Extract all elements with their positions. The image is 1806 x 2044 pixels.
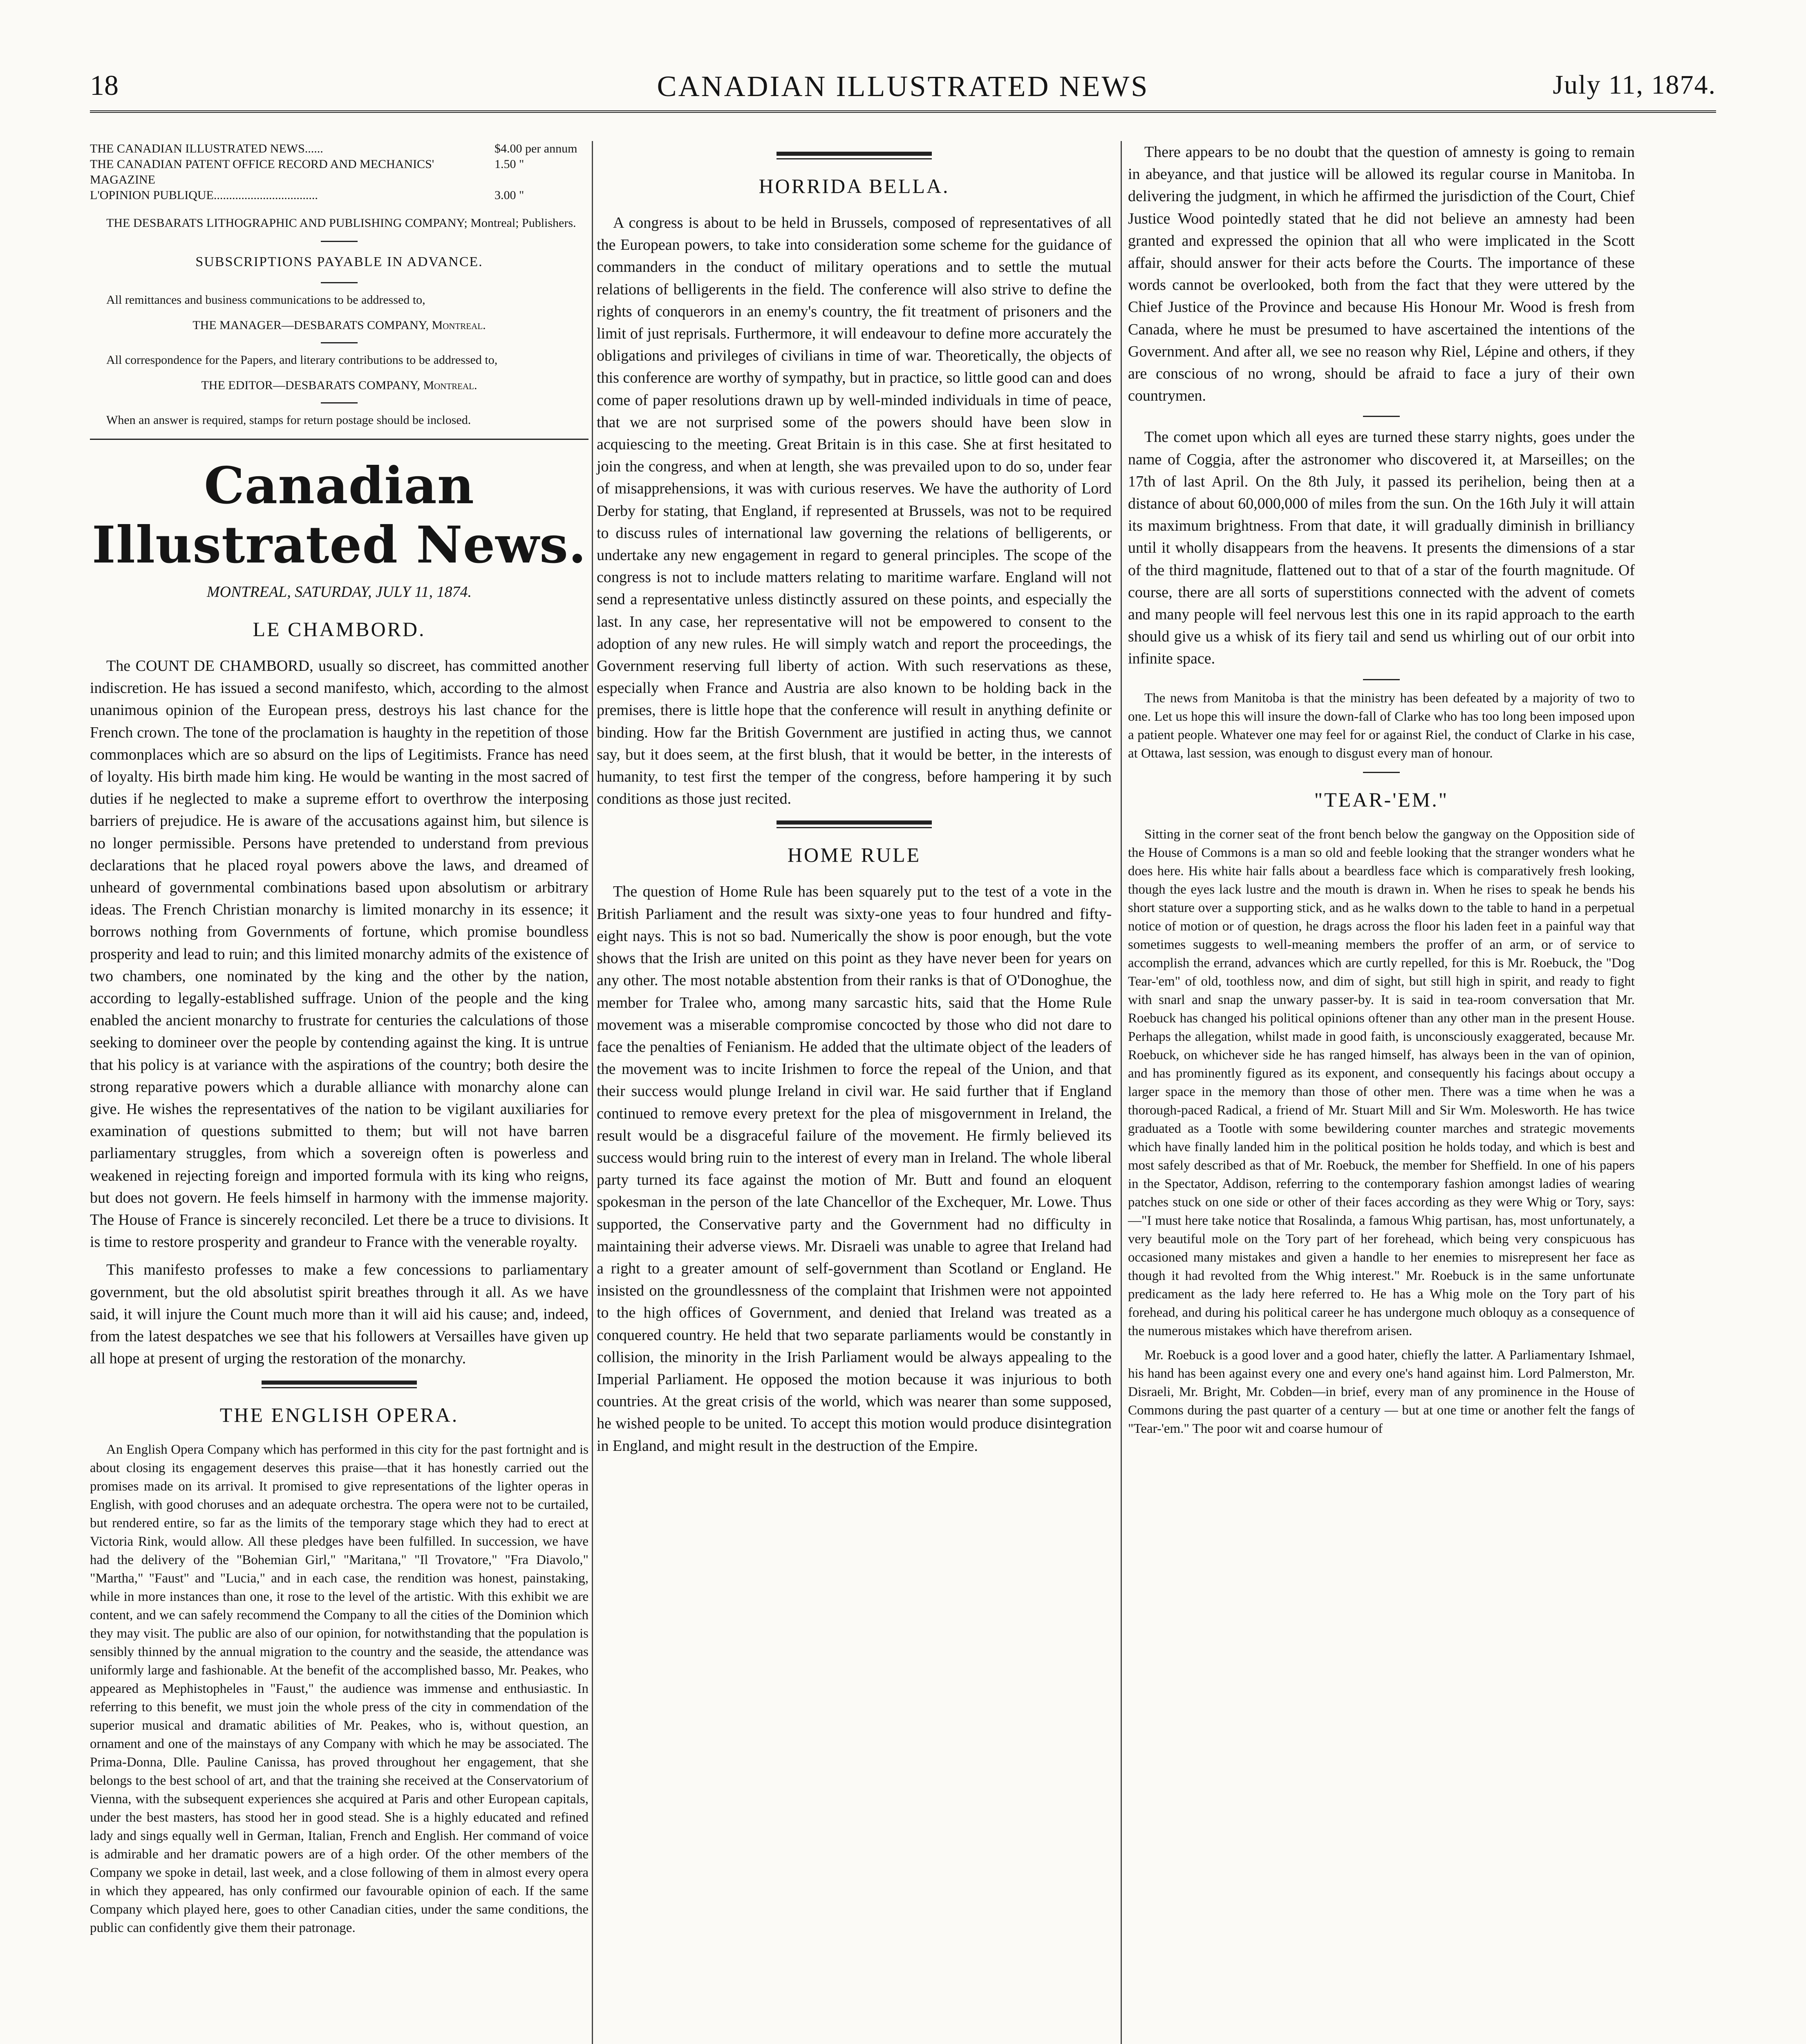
- comet-paragraph: The comet upon which all eyes are turned these starry nights, goes under the name of Coggia, after the astronomer who discovered it, at Marseilles; on the 17th of last April. On the 8th July, it passed its perihelion, being then at a distance of about 60,000,000 of miles from the sun. On the 16th July it will attain its maximum brightness. From that date, it will gradually diminish in brilliancy until it wholly disappears from the heavens. It presents the dimensions of a star of the third magnitude, flattened out to that of a star of the fourth magnitude. Of course, there are all sorts of superstitions connected with the advent of comets and many people will feel nervous lest this one in its rapid approach to the earth should give us a whisk of its fiery tail and send us whirling out of our orbit into infinite space.: [1128, 428, 1635, 668]
- divider: [321, 241, 358, 242]
- column-rule: [592, 141, 593, 2044]
- column-rule: [1121, 141, 1122, 2044]
- amnesty-paragraph: There appears to be no doubt that the question of amnesty is going to remain in abeyance, and that justice will be allowed its regular course in Manitoba. In delivering the judgment, in which he affirmed the jurisdiction of the Court, Chief Justice Wood pointedly stated that he did not believe an amnesty had been granted and expressed the opinion that all who were implicated in the Scott affair, should answer for their acts before the Courts. The importance of these words cannot be overlooked, both from the fact that they were uttered by the Chief Justice of the Province and because His Honour Mr. Wood is fresh from Canada, where he must be presumed to have ascertained the intentions of the Government. And after all, we see no reason why Riel, Lépine and others, if they are conscious of no wrong, should be afraid to face a jury of their own countrymen.: [1128, 143, 1635, 405]
- editor-note: All correspondence for the Papers, and literary contributions to be addressed to,: [106, 353, 498, 367]
- subscription-rates: [90, 141, 589, 203]
- article-title-opera: THE ENGLISH OPERA.: [219, 1403, 459, 1426]
- rate-row: [90, 188, 589, 203]
- divider: [1363, 416, 1400, 417]
- rate-price: 3.00 ": [495, 188, 524, 202]
- column-2: [597, 141, 1112, 1463]
- rate-row: [90, 141, 589, 157]
- rate-name: THE CANADIAN ILLUSTRATED NEWS......: [90, 142, 323, 155]
- editor-address: THE EDITOR—DESBARATS COMPANY, Montreal.: [201, 379, 477, 392]
- article-paragraph: The question of Home Rule has been squarely put to the test of a vote in the British Parliament and the result was sixty-one yeas to four hundred and fifty-eight nays. This is not so bad. Numerically the show is poor enough, but the vote shows that the Irish are united on this point as they have never been for years on any other. The most notable abstention from their ranks is that of O'Donoghue, the member for Tralee who, among many sarcastic hits, said that the Home Rule movement was a miserable compromise concocted by those who did not dare to face the penalties of Fenianism. He added that the ultimate object of the leaders of the movement was to incite Irishmen to force the repeal of the Union, and that their success would plunge Ireland in civil war. He said further that if England continued to remove every pretext for the plea of misgovernment in Ireland, the result would be a disgraceful failure of the movement. He firmly believed its success would bring ruin to the interest of every man in Ireland. The whole liberal party turned its face against the motion of Mr. Butt and found an eloquent spokesman in the person of the late Chancellor of the Exchequer, Mr. Lowe. Thus supported, the Conservative party and the Government had no difficulty in maintaining their adverse views. Mr. Disraeli was unable to agree that Ireland had a right to a greater amount of self-government than Scotland or England. He insisted on the groundlessness of the complaint that Irishmen were not appointed to the high offices of Government, and denied that Ireland was treated as a conquered country. He held that two separate parliaments would be constantly in collision, the minority in the Irish Parliament would be always appealing to the Imperial Parliament. He opposed the motion because it was injurious to both countries. At the great crisis of the world, which was nearer than some supposed, he wished people to be united. To accept this motion would produce disintegration in England, and might result in the destruction of the Empire.: [597, 883, 1112, 1455]
- rate-price: $4.00 per annum: [495, 142, 577, 155]
- article-paragraph: Mr. Roebuck is a good lover and a good hater, chiefly the latter. A Parliamentary Ishmael, his hand has been against every one and every one's hand against him. Lord Palmerston, Mr. Disraeli, Mr. Bright, Mr. Cobden—in brief, every man of any prominence in the House of Commons during the past quarter of a century — but at one time or another felt the fangs of "Tear-'em." The poor wit and coarse humour of: [1128, 1347, 1635, 1436]
- article-title-horrida: HORRIDA BELLA.: [759, 175, 950, 197]
- publisher-note: THE DESBARATS LITHOGRAPHIC AND PUBLISHING COMPANY; Montreal; Publishers.: [106, 216, 576, 230]
- business-note: All remittances and business communications to be addressed to,: [106, 293, 425, 307]
- section-divider: [777, 152, 932, 159]
- section-divider: [777, 820, 932, 828]
- divider: [90, 439, 589, 440]
- rate-name: THE CANADIAN PATENT OFFICE RECORD AND MECHANICS' MAGAZINE: [90, 157, 434, 186]
- nameplate: Canadian Illustrated News.: [92, 456, 587, 575]
- divider: [1363, 679, 1400, 680]
- article-paragraph: The COUNT DE CHAMBORD, usually so discreet, has committed another indiscretion. He has issued a second manifesto, which, according to the almost unanimous opinion of the European press, destroys his last chance for the French crown. The tone of the proclamation is haughty in the repetition of those commonplaces which are so absurd on the lips of Legitimists. France has need of loyalty. His birth made him king. He would be wanting in the most sacred of duties if he neglected to make a supreme effort to overthrow the interposing barriers of prejudice. He is aware of the accusations against him, but silence is no longer permissible. Persons have pretended to understand from previous declarations that he placed royal powers above the laws, and dreamed of unheard of governmental combinations based upon absolutism or arbitrary ideas. The French Christian monarchy is limited monarchy in its essence; it borrows nothing from Governments of fortune, which promise boundless prosperity and lead to ruin; and this limited monarchy admits of the existence of two chambers, one nominated by the king and the other by the nation, according to legally-established suffrage. Union of the people and the king enabled the ancient monarchy to frustrate for centuries the calculations of those seeking to domineer over the people by contending against the king. It is untrue that his policy is at variance with the aspirations of the country; both desire the strong reparative powers which a durable alliance with monarchy alone can give. He wishes the representatives of the nation to be vigilant auxiliaries for examination of questions submitted to them; but will not have barren parliamentary struggles, from which a sovereign often is powerless and weakened in rejecting foreign and imported formula with its king who reigns, but does not govern. He feels himself in harmony with the immense majority. The House of France is sincerely reconciled. Let there be a truce to divisions. It is time to restore prosperity and grandeur to France with the venerable royalty.: [90, 657, 589, 1251]
- rate-name: L'OPINION PUBLIQUE..................................: [90, 188, 318, 202]
- masthead-rule: [90, 110, 1716, 116]
- article-paragraph: An English Opera Company which has performed in this city for the past fortnight and is about closing its engagement deserves this praise—that it has honestly carried out the promises made on its arrival. It promised to give representations of the lighter operas in English, with good choruses and an adequate orchestra. The opera were not to be curtailed, but rendered entire, so far as the limits of the temporary stage which they had to erect at Victoria Rink, would allow. All these pledges have been fulfilled. In succession, we have had the delivery of the "Bohemian Girl," "Maritana," "Il Trovatore," "Fra Diavolo," "Martha," "Faust" and "Lucia," and in each case, the rendition was honest, painstaking, while in more instances than one, it rose to the level of the artistic. With this exhibit we are content, and we can safely recommend the Company to all the cities of the Dominion which they may visit. The public are also of our opinion, for notwithstanding that the population is sensibly thinned by the annual migration to the country and the seaside, the attendance was uniformly large and fashionable. At the benefit of the accomplished basso, Mr. Peakes, who appeared as Mephistopheles in "Faust," the audience was immense and enthusiastic. In referring to this benefit, we must join the whole press of the city in commendation of the superior musical and dramatic abilities of Mr. Peakes, who is, without question, an ornament and one of the mainstays of any Company with which he may be associated. The Prima-Donna, Dlle. Pauline Canissa, has proved throughout her engagement, that she belongs to the best school of art, and that the training she received at the Conservatorium of Vienna, with the subsequent experiences she acquired at Paris and other European capitals, under the best masters, has stood her in good stead. She is a highly educated and refined lady and sings equally well in German, Italian, French and English. Her command of voice is admirable and her dramatic powers are of a high order. Of the other members of the Company we spoke in detail, last week, and a close following of them in almost every opera in which they appeared, has only confirmed our favourable opinion of each. If the same Company which played here, goes to other Canadian cities, under the same conditions, the public can confidently give them their patronage.: [90, 1442, 589, 1935]
- article-paragraph: This manifesto professes to make a few concessions to parliamentary government, but the old absolutist spirit breathes through it all. As we have said, it will injure the Count much more than it will aid his cause; and, indeed, from the latest despatches we see that his followers at Versailles have given up all hope at present of urging the restoration of the monarchy.: [90, 1261, 589, 1367]
- article-paragraph: A congress is about to be held in Brussels, composed of representatives of all the European powers, to take into consideration some scheme for the guidance of commanders in the conduct of military operations and to settle the mutual relations of belligerents in the field. The conference will also strive to define the rights of conquerors in an enemy's country, the fit treatment of prisoners and the limit of just reprisals. Furthermore, it will endeavour to define more accurately the obligations and privileges of civilians in time of war. Theoretically, the objects of this conference are worthy of sympathy, but in practice, so little good can and does come of paper resolutions drawn up by well-minded individuals in time of peace, that we are not surprised some of the powers should have been slow in acquiescing to the meeting. Great Britain is in this case. She at first hesitated to join the congress, and when at length, she was prevailed upon to do so, under fear of misapprehensions, it was with curious reserves. We have the authority of Lord Derby for stating, that England, if represented at Brussels, was not to be required to discuss rules of international law governing the relations of belligerents, or undertake any new engagement in regard to general principles. The scope of the congress is not to include matters relating to maritime warfare. England will not send a representative unless distinctly assured on these points, and especially the last. In any case, her representative will not be empowered to consent to the adoption of any new rules. He will simply watch and report the proceedings, the Government reserving full liberty of action. With such reservations as these, especially when France and Austria are also known to be holding back in the premises, there is little hope that the conference will result in anything definite or binding. How far the British Government are justified in acting thus, we cannot say, but it does seem, at the first blush, that it would be better, in the interests of humanity, to test first the temper of the congress, before hampering it by such conditions as those just recited.: [597, 214, 1112, 808]
- section-divider: [262, 1381, 417, 1388]
- page-number: 18: [90, 70, 119, 101]
- article-title-homerule: HOME RULE: [787, 843, 921, 867]
- rate-price: 1.50 ": [495, 157, 524, 171]
- column-1: [90, 141, 589, 1943]
- subscriptions-heading: SUBSCRIPTIONS PAYABLE IN ADVANCE.: [195, 254, 483, 269]
- divider: [1363, 772, 1400, 773]
- answer-note: When an answer is required, stamps for return postage should be inclosed.: [106, 413, 471, 427]
- article-title-chambord: LE CHAMBORD.: [253, 618, 426, 641]
- journal-name: CANADIAN ILLUSTRATED NEWS: [657, 70, 1149, 103]
- article-paragraph: Sitting in the corner seat of the front bench below the gangway on the Opposition side of the House of Commons is a man so old and feeble looking that the stranger wonders what he does here. His white hair falls about a beardless face which is comparatively fresh looking, though the eyes lack lustre and the mouth is drawn in. When he rises to speak he bends his short stature over a supporting stick, and as he walks down to the table to hand in a perpetual notice of motion or of question, he drags across the floor his laden feet in a painful way that sometimes suggests to well-meaning members the proffer of an arm, or of service to accomplish the errand, advances which are curtly repelled, for this is Mr. Roebuck, the "Dog Tear-'em" of old, toothless now, and dim of sight, but still high in spirit, and ready to fight with snarl and snap the unwary passer-by. It is said in tea-room conversation that Mr. Roebuck has changed his political opinions oftener than any other man in the present House. Perhaps the allegation, whilst made in good faith, is unconsciously exaggerated, because Mr. Roebuck, on whichever side he has ranged himself, has always been in the van of opinion, and has prominently figured as its exponent, and consequently his facings about occupy a larger space in the memory than those of other men. There was a time when he was a thorough-paced Radical, a friend of Mr. Stuart Mill and Sir Wm. Molesworth. He has twice graduated as a Tootle with some bewildering counter marches and strategic movements which have finally landed him in the political position he holds today, and which is best and most safely described as that of Mr. Roebuck, the member for Sheffield. In one of his papers in the Spectator, Addison, referring to the contemporary fashion amongst ladies of wearing patches stuck on one side or other of their faces according as they were Whig or Tory, says:—"I must here take notice that Rosalinda, a famous Whig partisan, has, most unfortunately, a very beautiful mole on the Tory part of her forehead, which being very conspicuous has occasioned many mistakes and given a handle to her enemies to misrepresent her face as though it had revolted from the Whig interest." Mr. Roebuck is in the same unfortunate predicament as the lady here referred to. He has a Whig mole on the Tory part of his forehead, and during his political career he has undergone much obloquy as a consequence of the numerous mistakes which have therefrom arisen.: [1128, 827, 1635, 1338]
- issue-date: July 11, 1874.: [1553, 70, 1716, 100]
- divider: [321, 282, 358, 283]
- rate-row: [90, 157, 589, 188]
- manitoba-paragraph: The news from Manitoba is that the ministry has been defeated by a majority of two to one. Let us hope this will insure the down-fall of Clarke who has too long been imposed upon a patient people. Whatever one may feel for or against Riel, the conduct of Clarke in his case, at Ottawa, last session, was enough to disgust every man of honour.: [1128, 690, 1635, 761]
- business-address: THE MANAGER—DESBARATS COMPANY, Montreal.: [192, 318, 486, 332]
- column-3: [1128, 141, 1635, 1444]
- divider: [321, 342, 358, 343]
- dateline: MONTREAL, SATURDAY, JULY 11, 1874.: [206, 583, 472, 601]
- article-title-tearem: "TEAR-'EM.": [1314, 788, 1449, 811]
- divider: [321, 402, 358, 403]
